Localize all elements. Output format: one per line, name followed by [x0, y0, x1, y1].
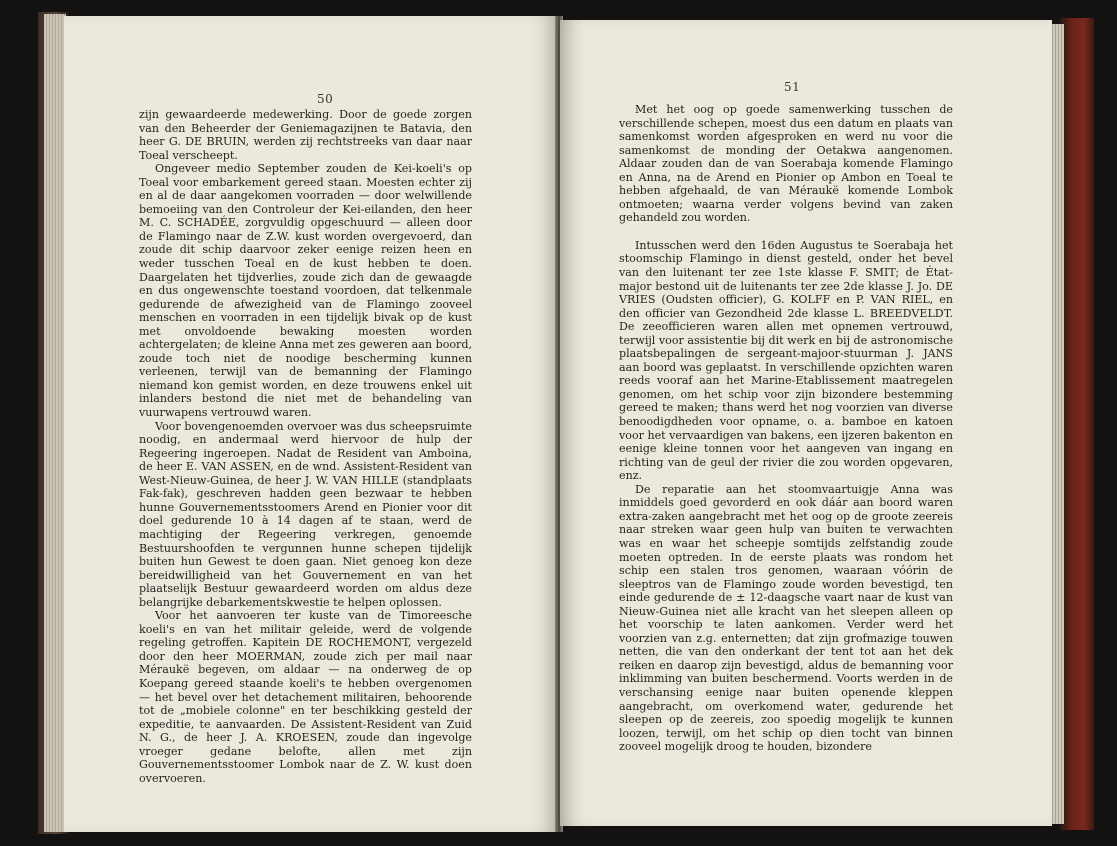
right-page [560, 20, 1052, 826]
paragraph: Intusschen werd den 16den Augustus te Soerabaja het stoomschip Flamingo in dienst gesteld, onder het bevel van den luitenant ter zee 1ste klasse F. SMIT; de État-major bestond uit de luitenants ter zee 2de klasse J. Jo. DE VRIES (Oudsten officier), G. KOLFF en P. VAN RIEL, en den officier van Gezondheid 2de klasse L. BREEDVELDT. De zeeofficieren waren allen met opnemen vertrouwd, terwijl voor assistentie bij dit werk en bij de astronomische plaatsbepalingen de sergeant-majoor-stuurman J. JANS aan boord was geplaatst. In verschillende opzichten waren reeds vooraf aan het Marine-Etablissement maatregelen genomen, om het schip voor zijn bizondere bestemming gereed te maken; thans werd het nog voorzien van diverse benoodigdheden voor opname, o. a. bamboe en katoen voor het vervaardigen van bakens, een ijzeren bakenton en eenige kleine tonnen voor het aangeven van ingang en richting van de geul der rivier die zou worden opgevaren, enz. [619, 238, 954, 483]
left-page [64, 16, 558, 832]
page-number-left: 50 [317, 92, 334, 106]
right-cover-board [1060, 18, 1094, 830]
page-number-right: 51 [784, 80, 801, 94]
left-page-edges [44, 14, 66, 832]
paragraph: Ongeveer medio September zouden de Kei-koeli's op Toeal voor embarkement gereed staan. Moesten echter zij en al de daar aangekomen voorraden — door welwillende bemoeiing van den Controleur der Kei-eilanden, den heer M. C. SCHADÉE, zorgvuldig opgeschuurd — alleen door de Flamingo naar de Z.W. kust worden overgevoerd, dan zoude dit schip daarvoor zeker eenige reizen heen en weder tusschen Toeal en de kust hebben te doen. Daargelaten het tijdverlies, zoude zich dan de gewaagde en dus ongewenschte toestand voordoen, dat telkenmale gedurende de afwezigheid van de Flamingo zooveel menschen en voorraden in een tijdelijk bivak op de kust met onvoldoende bewaking moesten worden achtergelaten; de kleine Anna met zes geweren aan boord, zoude toch niet de noodige bescherming kunnen verleenen, terwijl van de bemanning der Flamingo niemand kon gemist worden, en deze trouwens enkel uit inlanders bestond die niet met de behandeling van vuurwapens vertrouwd waren. [139, 162, 472, 420]
right-page-edges [1050, 24, 1064, 824]
paragraph: De reparatie aan het stoomvaartuigje Anna was inmiddels goed gevorderd en ook dáár aan boord waren extra-zaken aangebracht met het oog op de groote zeereis naar streken waar geen hulp van buiten te verwachten was en waar het scheepje somtijds zelfstandig zoude moeten optreden. In de eerste plaats was rondom het schip een stalen tros genomen, waaraan vóórin de sleeptros van de Flamingo zoude worden bevestigd, ten einde gedurende de ± 12-daagsche vaart naar de kust van Nieuw-Guinea niet alle kracht van het sleepen alleen op het voorschip te laten aankomen. Verder werd het voorzien van z.g. enternetten; dat zijn grofmazige touwen netten, die van den onderkant der tent tot aan het dek reiken en daarop zijn bevestigd, aldus de bemanning voor inklimming van buiten beschermend. Voorts werden in de verschansing eenige naar buiten openende kleppen aangebracht, om overkomend water, gedurende het sleepen op de zeereis, zoo spoedig mogelijk te kunnen loozen, terwijl, om het schip op dien tocht van binnen zooveel mogelijk droog te houden, bizondere [619, 482, 953, 754]
right-page-text [619, 103, 953, 754]
paragraph: Voor het aanvoeren ter kuste van de Timoreesche koeli's en van het militair geleide, werd de volgende regeling getroffen. Kapitein DE ROCHEMONT, vergezeld door den heer MOERMAN, zoude zich per mail naar Méraukë begeven, om aldaar — na onderweg de op Koepang gereed staande koeli's te hebben overgenomen — het bevel over het detachement militairen, behoorende tot de „mobiele colonne" en ter beschikking gesteld der expeditie, te aanvaarden. De Assistent-Resident van Zuid N. G., de heer J. A. KROESEN, zoude dan ingevolge vroeger gedane belofte, allen met zijn Gouvernementsstoomer Lombok naar de Z. W. kust doen overvoeren. [139, 609, 472, 785]
left-page-text [139, 108, 472, 785]
paragraph: Met het oog op goede samenwerking tusschen de verschillende schepen, moest dus een datum en plaats van samenkomst worden afgesproken en werd nu voor die samenkomst de monding der Oetakwa aangenomen. Aldaar zouden dan de van Soerabaja komende Flamingo en Anna, na de Arend en Pionier op Ambon en Toeal te hebben afgehaald, de van Méraukë komende Lombok ontmoeten; waarna verder volgens bevind van zaken gehandeld zou worden. [619, 103, 953, 225]
paragraph: zijn gewaardeerde medewerking. Door de goede zorgen van den Beheerder der Geniemagazijnen te Batavia, den heer G. DE BRUIN, werden zij rechtstreeks van daar naar Toeal verscheept. [139, 108, 472, 162]
paragraph: Voor bovengenoemden overvoer was dus scheepsruimte noodig, en andermaal werd hiervoor de hulp der Regeering ingeroepen. Nadat de Resident van Amboina, de heer E. VAN ASSEN, en de wnd. Assistent-Resident van West-Nieuw-Guinea, de heer J. W. VAN HILLE (standplaats Fak-fak), geschreven hadden geen bezwaar te hebben hunne Gouvernementsstoomers Arend en Pionier voor dit doel gedurende 10 à 14 dagen af te staan, werd de machtiging der Regeering verkregen, genoemde Bestuurshoofden te vergunnen hunne schepen tijdelijk buiten hun Gewest te doen gaan. Niet genoeg kon deze bereidwilligheid van het Gouvernement en van het plaatselijk Bestuur gewaardeerd worden om aldus deze belangrijke debarkementskwestie te helpen oplossen. [139, 419, 472, 609]
